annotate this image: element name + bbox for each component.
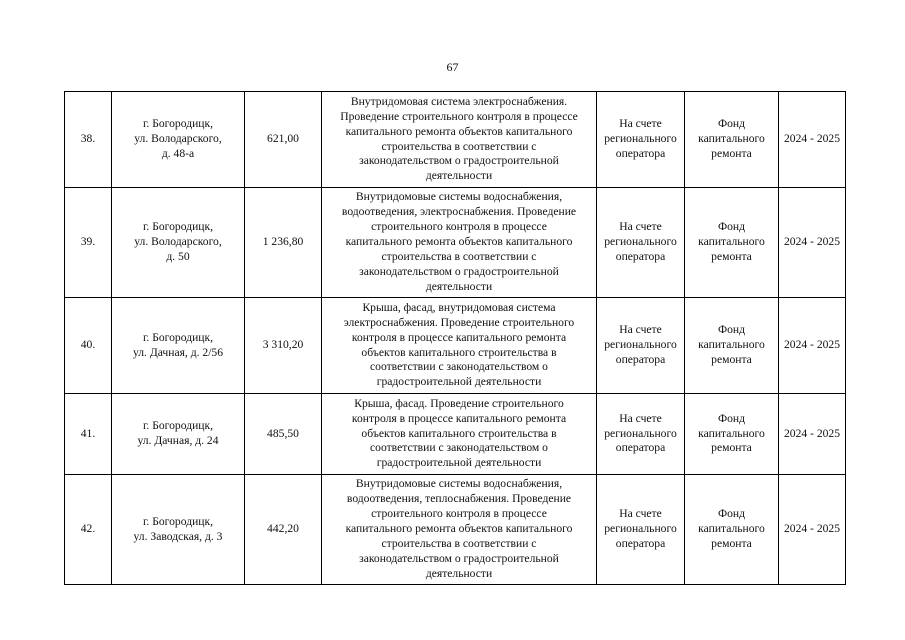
address-cell: г. Богородицк, ул. Заводская, д. 3: [112, 475, 245, 585]
fund-cell: Фонд капитального ремонта: [685, 92, 779, 188]
account-cell: На счете регионального оператора: [597, 394, 685, 475]
row-number: 41.: [65, 394, 112, 475]
address-cell: г. Богородицк, ул. Володарского, д. 50: [112, 188, 245, 298]
area-cell: 3 310,20: [245, 298, 322, 394]
row-number: 42.: [65, 475, 112, 585]
table-row: [65, 394, 846, 475]
works-cell: Внутридомовые системы водоснабжения, водоотведения, электроснабжения. Проведение строительного контроля в процессе капитального ремонта объектов капитального строительства в соответствии с законодательством о градостроительной деятельности: [322, 188, 597, 298]
account-cell: На счете регионального оператора: [597, 92, 685, 188]
account-cell: На счете регионального оператора: [597, 475, 685, 585]
table-row: [65, 475, 846, 585]
address-cell: г. Богородицк, ул. Дачная, д. 2/56: [112, 298, 245, 394]
works-cell: Внутридомовая система электроснабжения. Проведение строительного контроля в процессе капитального ремонта объектов капитального строительства в соответствии с законодательством о градостроительной деятельности: [322, 92, 597, 188]
page-number: 67: [446, 60, 459, 74]
period-cell: 2024 - 2025: [779, 394, 846, 475]
period-cell: 2024 - 2025: [779, 92, 846, 188]
works-cell: Крыша, фасад, внутридомовая система электроснабжения. Проведение строительного контроля в процессе капитального ремонта объектов капитального строительства в соответствии с законодательством о градостроительной деятельности: [322, 298, 597, 394]
area-cell: 621,00: [245, 92, 322, 188]
area-cell: 485,50: [245, 394, 322, 475]
area-cell: 1 236,80: [245, 188, 322, 298]
works-table: [64, 91, 846, 585]
fund-cell: Фонд капитального ремонта: [685, 298, 779, 394]
row-number: 40.: [65, 298, 112, 394]
row-number: 39.: [65, 188, 112, 298]
table-row: [65, 188, 846, 298]
works-cell: Внутридомовые системы водоснабжения, водоотведения, теплоснабжения. Проведение строительного контроля в процессе капитального ремонта объектов капитального строительства в соответствии с законодательством о градостроительной деятельности: [322, 475, 597, 585]
works-cell: Крыша, фасад. Проведение строительного контроля в процессе капитального ремонта объектов капитального строительства в соответствии с законодательством о градостроительной деятельности: [322, 394, 597, 475]
table-row: [65, 298, 846, 394]
address-cell: г. Богородицк, ул. Володарского, д. 48-а: [112, 92, 245, 188]
area-cell: 442,20: [245, 475, 322, 585]
fund-cell: Фонд капитального ремонта: [685, 188, 779, 298]
fund-cell: Фонд капитального ремонта: [685, 475, 779, 585]
period-cell: 2024 - 2025: [779, 298, 846, 394]
table-row: [65, 92, 846, 188]
address-cell: г. Богородицк, ул. Дачная, д. 24: [112, 394, 245, 475]
account-cell: На счете регионального оператора: [597, 188, 685, 298]
row-number: 38.: [65, 92, 112, 188]
period-cell: 2024 - 2025: [779, 475, 846, 585]
account-cell: На счете регионального оператора: [597, 298, 685, 394]
fund-cell: Фонд капитального ремонта: [685, 394, 779, 475]
period-cell: 2024 - 2025: [779, 188, 846, 298]
